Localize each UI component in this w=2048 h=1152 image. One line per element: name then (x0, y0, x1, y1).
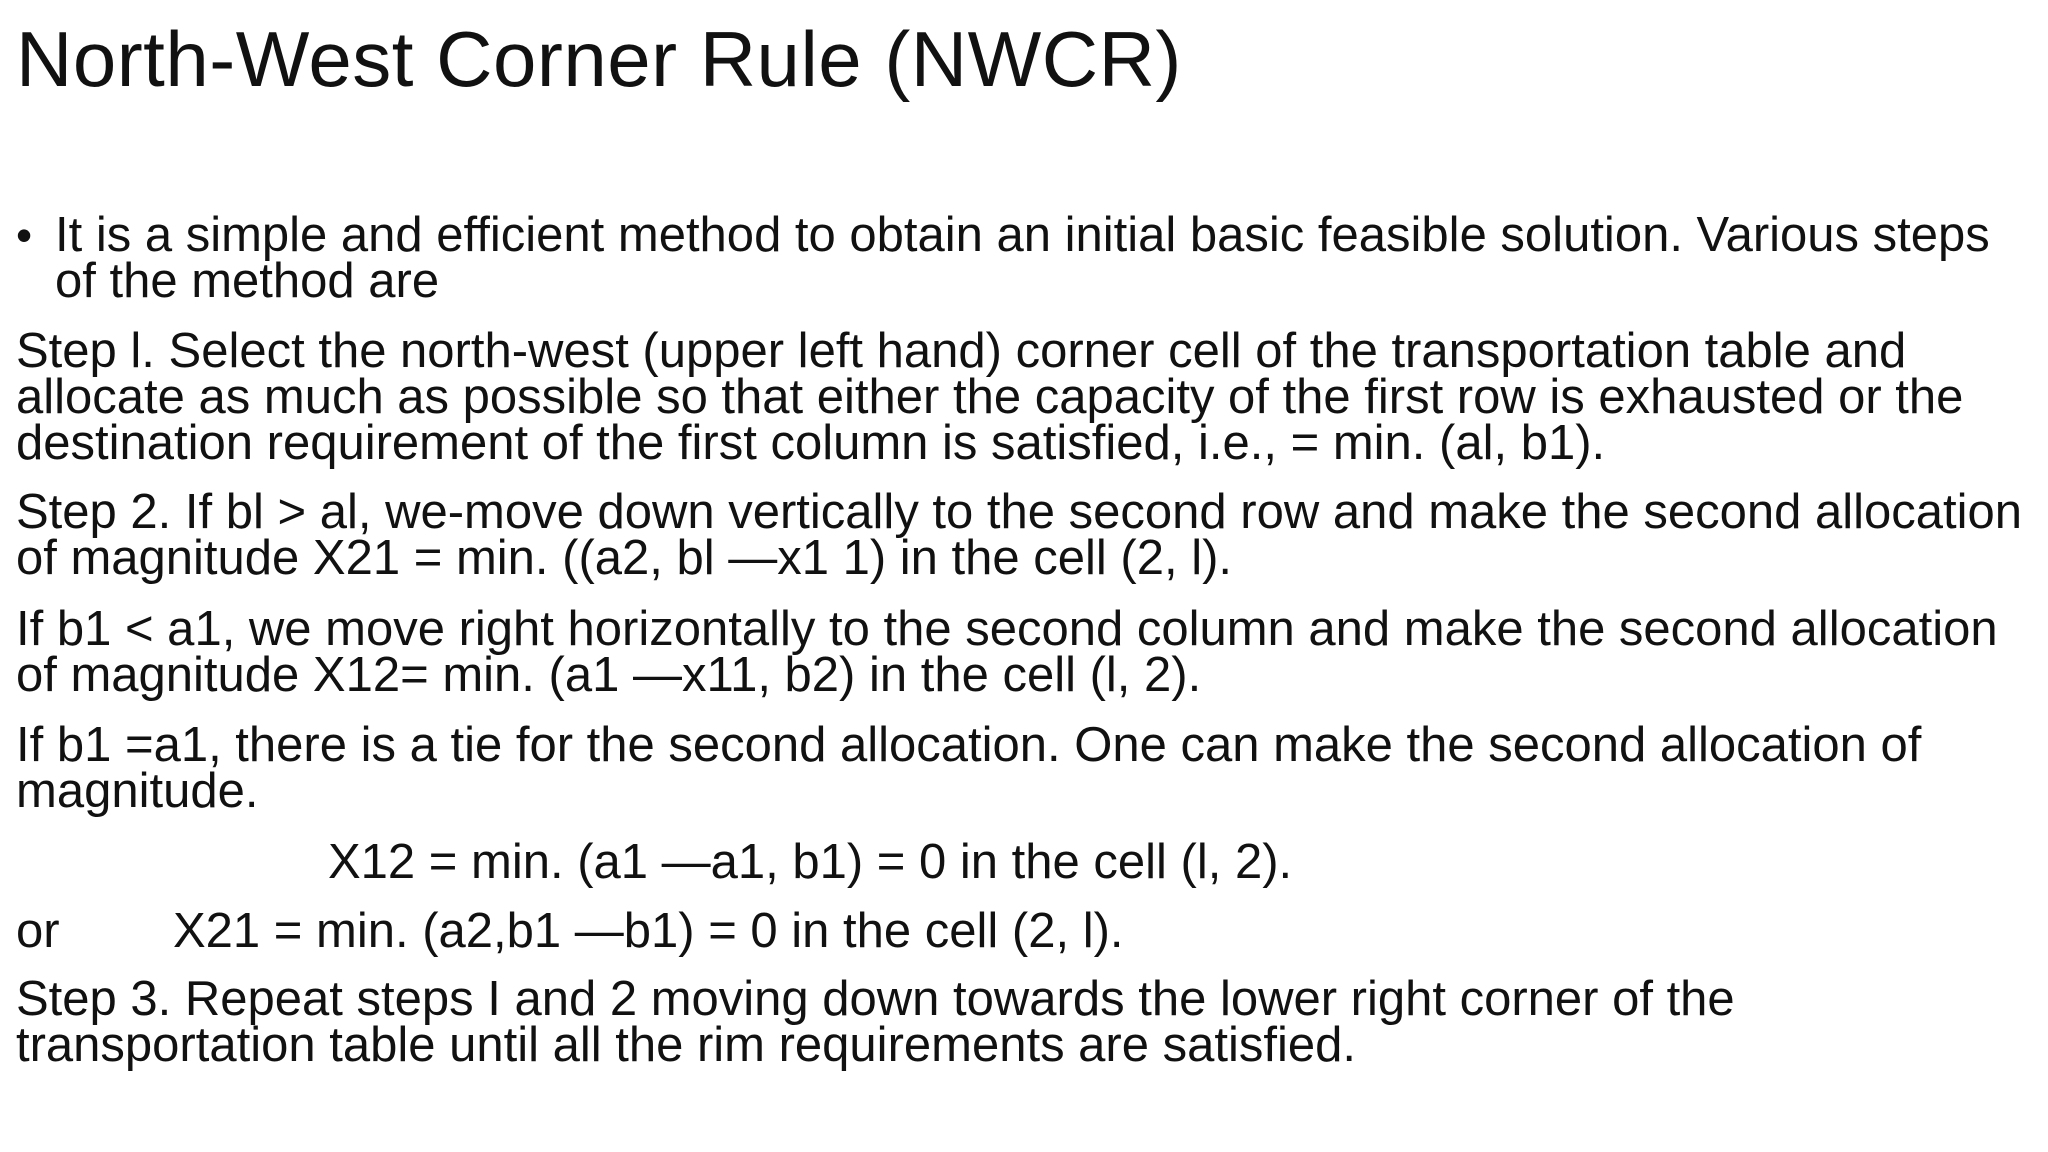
equation-x21: X21 = min. (a2,b1 —b1) = 0 in the cell (2, l). (173, 904, 1124, 958)
slide-title: North-West Corner Rule (NWCR) (16, 15, 1182, 103)
if-equal-paragraph: If b1 =a1, there is a tie for the second allocation. One can make the second allocation of magnitude. (16, 718, 1922, 818)
step2-paragraph: Step 2. If bl > al, we-move down vertically to the second row and make the second allocation of magnitude X21 = min. ((a2, bl —x1 1) in the cell (2, l). (16, 485, 2023, 585)
step1-paragraph: Step l. Select the north-west (upper left hand) corner cell of the transportation table and allocate as much as possible so that either the capacity of the first row is exhausted or the destination requirement of the first column is satisfied, i.e., = min. (al, b1). (16, 324, 1964, 470)
step3-paragraph: Step 3. Repeat steps I and 2 moving down towards the lower right corner of the transportation table until all the rim requirements are satisfied. (16, 972, 1735, 1072)
equation-x12: X12 = min. (a1 —a1, b1) = 0 in the cell (l, 2). (328, 835, 1293, 889)
bullet-icon: • (16, 209, 33, 261)
bullet-point (16, 208, 1995, 308)
or-word: or (16, 904, 60, 958)
equation-x21-line (16, 904, 1124, 958)
bullet-text: It is a simple and efficient method to obtain an initial basic feasible solution. Various steps of the method are (55, 208, 1990, 308)
if-less-paragraph: If b1 < a1, we move right horizontally to the second column and make the second allocation of magnitude X12= min. (a1 —x11, b2) in the cell (l, 2). (16, 602, 1998, 702)
